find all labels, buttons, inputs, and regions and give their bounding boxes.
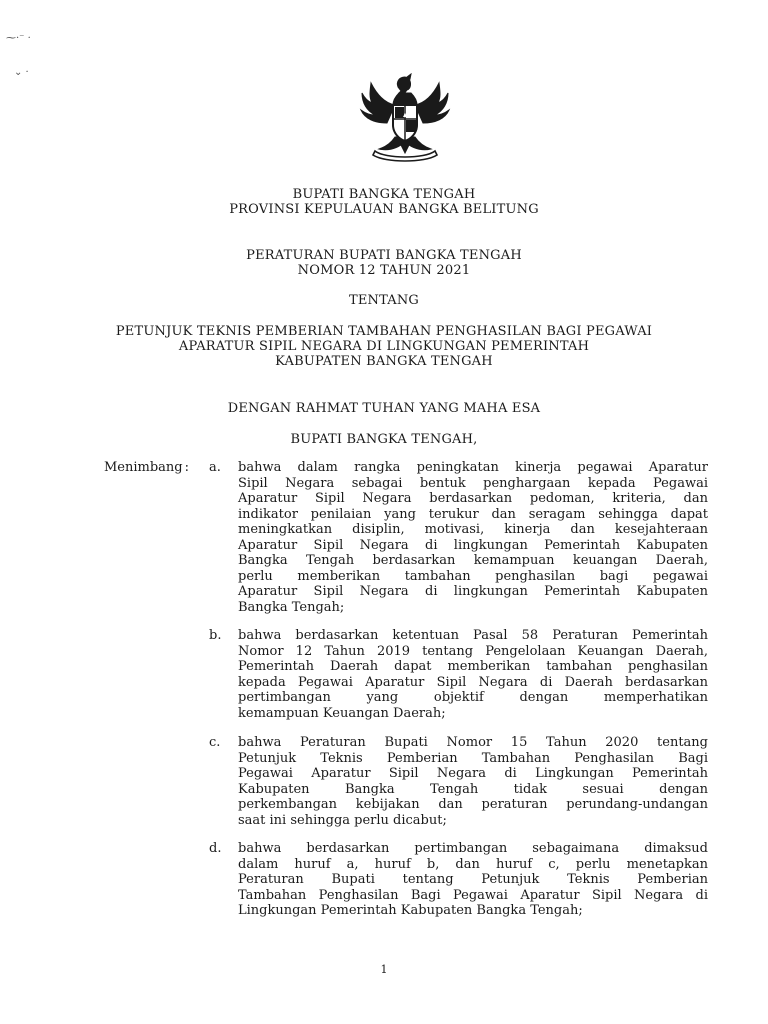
blessing-line [0, 401, 768, 416]
text-line: bahwa dalam rangka peningkatan kinerja pegawai Aparatur [238, 460, 708, 475]
text-line: indikator penilaian yang terukur dan seragam sehingga dapat [238, 506, 708, 522]
issuer-line: BUPATI BANGKA TENGAH [292, 187, 476, 202]
text-line: Bangka Tengah berdasarkan kemampuan keuangan Daerah, [238, 553, 708, 568]
considering-label [104, 460, 189, 475]
issuer-header [0, 187, 768, 217]
subject-line: PETUNJUK TEKNIS PEMBERIAN TAMBAHAN PENGHASILAN BAGI PEGAWAI [115, 324, 653, 339]
subject-line: APARATUR SIPIL NEGARA DI LINGKUNGAN PEMERINTAH [178, 339, 590, 354]
text-line: pertimbangan yang objektif dengan memperhatikan [238, 690, 708, 705]
item-text [238, 735, 708, 828]
item-letter: d. [209, 841, 222, 856]
item-text [238, 460, 708, 615]
text-line: kepada Pegawai Aparatur Sipil Negara di Daerah berdasarkan [238, 674, 708, 690]
considering-colon: : [184, 460, 190, 475]
text-line: kemampuan Keuangan Daerah; [238, 705, 446, 721]
text-line: Petunjuk Teknis Pemberian Tambahan Penghasilan Bagi [238, 750, 708, 766]
province-line: PROVINSI KEPULAUAN BANGKA BELITUNG [229, 202, 539, 217]
item-text [238, 841, 708, 919]
page-number: 1 [380, 963, 388, 976]
text-line: Kabupaten Bangka Tengah tidak sesuai dengan [238, 781, 708, 797]
text-line: dalam huruf a, huruf b, dan huruf c, perlu menetapkan [238, 856, 708, 872]
text-line: perkembangan kebijakan dan peraturan perundang-undangan [238, 797, 708, 812]
about-label: TENTANG [348, 293, 420, 308]
regulation-heading [0, 248, 768, 278]
regulation-title: PERATURAN BUPATI BANGKA TENGAH [246, 248, 522, 263]
text-line: bahwa berdasarkan pertimbangan sebagaimana dimaksud [238, 841, 708, 856]
text-line: meningkatkan disiplin, motivasi, kinerja dan kesejahteraan [238, 522, 708, 537]
item-letter: b. [209, 628, 222, 643]
item-text [238, 628, 708, 721]
text-line: Pegawai Aparatur Sipil Negara di Lingkungan Pemerintah [238, 766, 708, 781]
subject-line: KABUPATEN BANGKA TENGAH [275, 354, 493, 369]
text-line: perlu memberikan tambahan penghasilan bagi pegawai [238, 568, 708, 584]
scan-artifact-mark: ⌄ · [14, 67, 29, 78]
text-line: Bangka Tengah; [238, 599, 345, 615]
item-letter: a. [209, 460, 221, 475]
scan-artifact-mark: ⁓·⁻ · [6, 33, 31, 44]
text-line: Pemerintah Daerah dapat memberikan tambahan penghasilan [238, 659, 708, 674]
text-line: bahwa berdasarkan ketentuan Pasal 58 Peraturan Pemerintah [238, 628, 708, 643]
text-line: Lingkungan Pemerintah Kabupaten Bangka Tengah; [238, 903, 583, 918]
text-line: saat ini sehingga perlu dicabut; [238, 812, 447, 828]
considering-label-text: Menimbang [104, 460, 183, 475]
text-line: bahwa Peraturan Bupati Nomor 15 Tahun 2020 tentang [238, 735, 708, 750]
text-line: Sipil Negara sebagai bentuk penghargaan kepada Pegawai [238, 475, 708, 491]
text-line: Tambahan Penghasilan Bagi Pegawai Aparatur Sipil Negara di [238, 887, 708, 903]
regulation-number: NOMOR 12 TAHUN 2021 [297, 263, 471, 278]
text-line: Aparatur Sipil Negara di lingkungan Pemerintah Kabupaten [238, 584, 708, 599]
text-line: Nomor 12 Tahun 2019 tentang Pengelolaan Keuangan Daerah, [238, 643, 708, 659]
about-heading [0, 293, 768, 308]
regent-text: BUPATI BANGKA TENGAH, [290, 432, 478, 447]
regent-line [0, 432, 768, 447]
regulation-subject [0, 324, 768, 369]
blessing-text: DENGAN RAHMAT TUHAN YANG MAHA ESA [227, 401, 541, 416]
garuda-emblem-icon [355, 73, 455, 165]
item-letter: c. [209, 735, 221, 750]
text-line: Aparatur Sipil Negara di lingkungan Pemerintah Kabupaten [238, 537, 708, 553]
text-line: Peraturan Bupati tentang Petunjuk Teknis Pemberian [238, 872, 708, 887]
text-line: Aparatur Sipil Negara berdasarkan pedoman, kriteria, dan [238, 491, 708, 506]
